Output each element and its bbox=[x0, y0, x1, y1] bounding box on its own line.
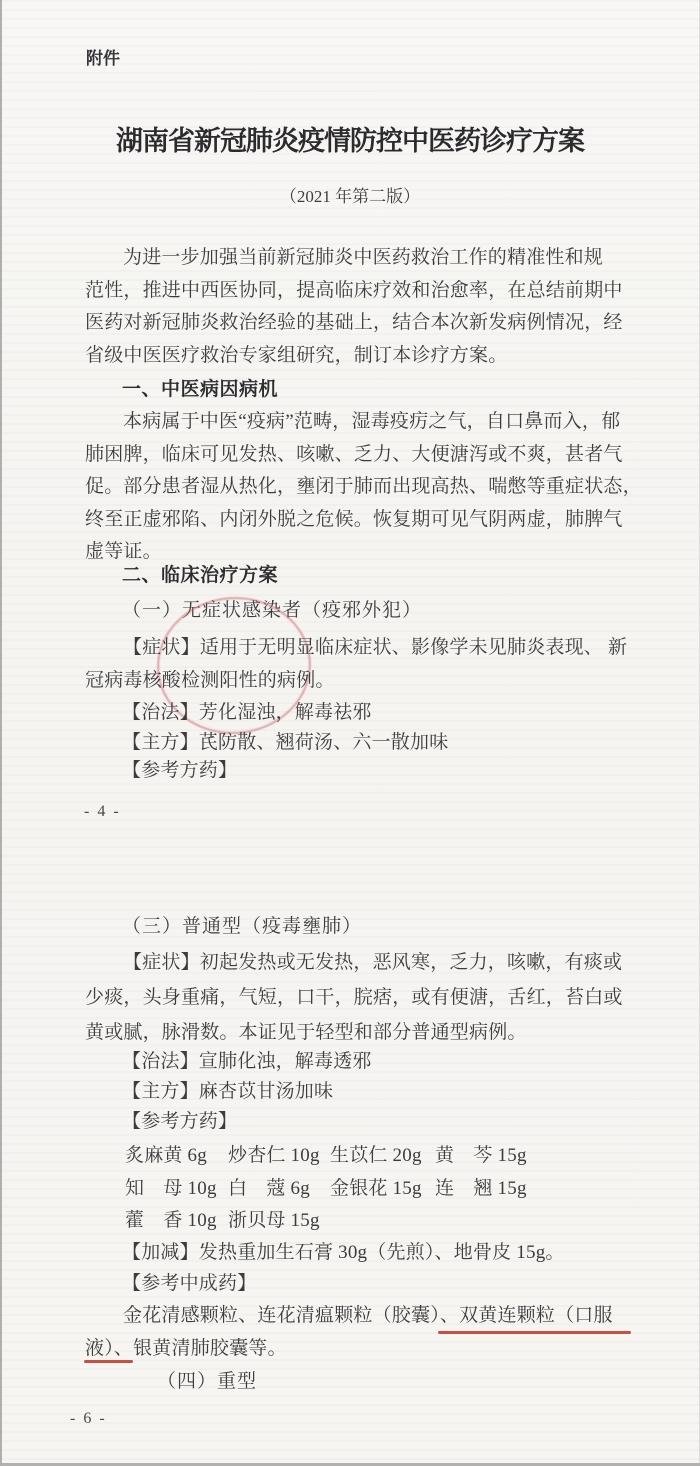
paragraph-line: 终至正虚邪陷、内闭外脱之危候。恢复期可见气阴两虚，肺脾气 bbox=[85, 508, 623, 530]
paragraph-line: 少痰，头身重痛，气短，口干，脘痞，或有便溏，舌红，苔白或 bbox=[85, 987, 623, 1008]
attachment-label: 附件 bbox=[86, 49, 120, 68]
paragraph-line: 【症状】初起发热或无发热，恶风寒，乏力，咳嗽，有痰或 bbox=[123, 952, 623, 973]
modification-line: 【加减】发热重加生石膏 30g（先煎）、地骨皮 15g。 bbox=[122, 1242, 565, 1263]
paragraph-line: 为进一步加强当前新冠肺炎中医药救治工作的精准性和规 bbox=[123, 247, 604, 268]
paragraph-line: 【症状】适用于无明显临床症状、影像学未见肺炎表现、 新 bbox=[123, 637, 628, 658]
dosage-row bbox=[125, 1146, 527, 1166]
paragraph-line: 促。部分患者湿从热化，壅闭于肺而出现高热、喘憋等重症状态， bbox=[85, 476, 642, 497]
herb-dose: 金银花 15g bbox=[330, 1178, 422, 1199]
paragraph-line: 虚等证。 bbox=[85, 541, 162, 562]
herb-dose: 连 翘 15g bbox=[435, 1178, 527, 1199]
paragraph-line: 范性，推进中西医协同，提高临床疗效和治愈率，在总结前期中 bbox=[85, 279, 623, 301]
paragraph-line: 肺困脾，临床可见发热、咳嗽、乏力、大便溏泻或不爽，甚者气 bbox=[85, 443, 623, 465]
page-number-4: - 4 - bbox=[84, 803, 121, 820]
herb-dose: 白 蔻 6g bbox=[228, 1178, 310, 1199]
subsection-common-type: （三）普通型（疫毒壅肺） bbox=[122, 916, 363, 937]
paragraph-line: 黄或腻，脉滑数。本证见于轻型和部分普通型病例。 bbox=[85, 1022, 527, 1043]
paragraph-line: 液）、银黄清肺胶囊等。 bbox=[85, 1337, 287, 1359]
red-underline bbox=[438, 1331, 631, 1334]
paragraph-line: 金花清感颗粒、连花清瘟颗粒（胶囊）、双黄连颗粒（口服 bbox=[123, 1305, 613, 1326]
section-heading-clinical-plan: 二、临床治疗方案 bbox=[122, 565, 279, 586]
subsection-severe-type: （四）重型 bbox=[157, 1371, 258, 1392]
reference-heading-1: 【参考方药】 bbox=[122, 760, 238, 781]
main-formula-1: 【主方】芪防散、翘荷汤、六一散加味 bbox=[122, 732, 449, 753]
subsection-asymptomatic: （一）无症状感染者（疫邪外犯） bbox=[122, 600, 423, 621]
reference-heading-2: 【参考方药】 bbox=[122, 1111, 238, 1132]
dosage-row bbox=[125, 1179, 527, 1199]
treatment-method-2: 【治法】宣肺化浊，解毒透邪 bbox=[122, 1051, 372, 1072]
dosage-row bbox=[125, 1211, 330, 1231]
herb-dose: 生苡仁 20g bbox=[330, 1145, 422, 1166]
etiology-paragraph bbox=[85, 406, 642, 569]
herb-dose: 炙麻黄 6g bbox=[125, 1145, 207, 1166]
intro-paragraph bbox=[85, 242, 630, 372]
paragraph-line: 冠病毒核酸检测阳性的病例。 bbox=[85, 669, 335, 691]
paragraph-line: 医药对新冠肺炎救治经验的基础上，结合本次新发病例情况，经 bbox=[85, 312, 623, 333]
paragraph-line: 省级中医医疗救治专家组研究，制订本诊疗方案。 bbox=[85, 344, 508, 366]
document-title: 湖南省新冠肺炎疫情防控中医药诊疗方案 bbox=[116, 126, 584, 156]
document-subtitle: （2021 年第二版） bbox=[279, 187, 421, 206]
treatment-method-1: 【治法】芳化湿浊，解毒祛邪 bbox=[122, 702, 372, 723]
main-formula-2: 【主方】麻杏苡甘汤加味 bbox=[122, 1081, 334, 1102]
herb-dose: 浙贝母 15g bbox=[228, 1210, 320, 1231]
section-heading-etiology: 一、中医病因病机 bbox=[122, 379, 279, 400]
herb-dose: 藿 香 10g bbox=[125, 1210, 217, 1231]
herb-dose: 知 母 10g bbox=[125, 1178, 217, 1199]
symptoms-paragraph-2 bbox=[85, 945, 630, 1050]
symptoms-paragraph-1 bbox=[85, 632, 630, 697]
herb-dose: 炒杏仁 10g bbox=[228, 1145, 320, 1166]
herb-dose: 黄 芩 15g bbox=[435, 1145, 527, 1166]
paragraph-line: 本病属于中医“疫病”范畴，湿毒疫疠之气，自口鼻而入，郁 bbox=[123, 411, 621, 432]
red-underline bbox=[84, 1360, 133, 1363]
patent-medicine-heading: 【参考中成药】 bbox=[122, 1273, 257, 1294]
page-number-6: - 6 - bbox=[70, 1410, 107, 1427]
